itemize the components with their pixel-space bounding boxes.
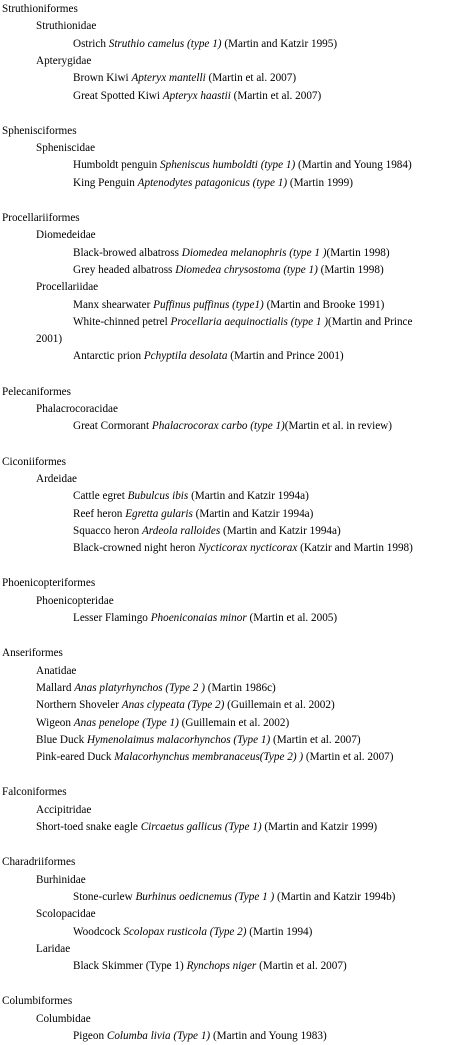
reference-citation: (Martin and Prince 2001) bbox=[227, 350, 344, 363]
common-name: White-chinned petrel bbox=[73, 315, 171, 328]
reference-continuation bbox=[36, 331, 62, 348]
order-heading bbox=[2, 210, 80, 227]
family-heading bbox=[36, 227, 96, 244]
species-entry bbox=[73, 348, 344, 365]
scientific-name: Phalacrocorax carbo (type 1) bbox=[151, 420, 285, 433]
family-heading bbox=[36, 593, 114, 610]
order-name: Ciconiiformes bbox=[2, 455, 67, 468]
family-name: Accipitridae bbox=[36, 803, 92, 816]
order-heading bbox=[2, 575, 95, 592]
species-entry bbox=[36, 680, 276, 697]
family-name: Phalacrocoracidae bbox=[36, 403, 118, 415]
reference-citation: (Martin 1998) bbox=[317, 263, 384, 276]
family-name: Diomedeidae bbox=[36, 229, 96, 242]
scientific-name: Scolopax rusticola (Type 2) bbox=[123, 925, 247, 938]
species-entry bbox=[73, 418, 392, 435]
species-entry bbox=[73, 610, 337, 627]
order-heading bbox=[2, 784, 67, 801]
common-name: Ostrich bbox=[73, 37, 109, 50]
order-heading bbox=[2, 993, 72, 1010]
common-name: Humboldt penguin bbox=[73, 159, 161, 172]
order-name: Anseriformes bbox=[2, 647, 63, 660]
family-heading bbox=[36, 1011, 91, 1028]
species-entry bbox=[36, 749, 394, 766]
family-heading bbox=[36, 906, 96, 923]
common-name: Black-browed albatross bbox=[73, 246, 182, 259]
common-name: Black-crowned night heron bbox=[73, 542, 199, 555]
family-heading bbox=[36, 471, 77, 488]
common-name: Stone-curlew bbox=[73, 890, 136, 903]
reference-citation: (Martin et al. 2007) bbox=[270, 733, 361, 746]
family-name: Struthionidae bbox=[36, 20, 97, 33]
scientific-name: Burhinus oedicnemus (Type 1 ) bbox=[135, 890, 275, 903]
scientific-name: Bubulcus ibis bbox=[127, 490, 189, 503]
species-entry bbox=[73, 924, 312, 941]
order-heading bbox=[2, 123, 77, 140]
common-name: Black Skimmer (Type 1) bbox=[73, 960, 187, 973]
species-entry bbox=[73, 36, 337, 53]
common-name: Pigeon bbox=[73, 1030, 107, 1042]
species-entry bbox=[73, 157, 412, 174]
common-name: King Penguin bbox=[73, 176, 138, 189]
reference-citation: (Martin and Brooke 1991) bbox=[263, 298, 385, 311]
family-name: Phoenicopteridae bbox=[36, 594, 114, 607]
family-heading bbox=[36, 53, 91, 70]
common-name: Antarctic prion bbox=[73, 350, 144, 363]
order-heading bbox=[2, 1, 78, 18]
reference-citation: (Martin and Prince bbox=[327, 315, 413, 328]
family-name: Scolopacidae bbox=[36, 908, 96, 921]
common-name: Woodcock bbox=[73, 925, 124, 938]
common-name: Mallard bbox=[36, 681, 75, 694]
species-entry bbox=[36, 819, 377, 836]
species-entry bbox=[73, 245, 390, 262]
scientific-name: Nycticorax nycticorax bbox=[198, 542, 298, 555]
reference-citation: (Martin and Young 1984) bbox=[295, 159, 412, 172]
reference-text: 2001) bbox=[36, 333, 63, 346]
common-name: Blue Duck bbox=[36, 733, 87, 746]
scientific-name: Pchyptila desolata bbox=[143, 350, 228, 363]
species-entry bbox=[73, 506, 313, 523]
order-heading bbox=[2, 645, 63, 662]
reference-citation: (Martin et al. 2007) bbox=[230, 89, 322, 102]
family-heading bbox=[36, 18, 96, 35]
family-name: Anatidae bbox=[36, 664, 77, 677]
family-name: Laridae bbox=[36, 942, 71, 955]
order-name: Phoenicopteriformes bbox=[2, 577, 96, 590]
reference-citation: (Guillemain et al. 2002) bbox=[178, 716, 290, 729]
family-name: Columbidae bbox=[36, 1012, 91, 1025]
species-entry bbox=[73, 523, 341, 540]
scientific-name: Anas clypeata (Type 2) bbox=[121, 699, 225, 712]
reference-citation: (Martin 1999) bbox=[287, 176, 353, 189]
species-entry bbox=[73, 958, 347, 975]
species-entry bbox=[36, 697, 335, 714]
family-heading bbox=[36, 279, 98, 296]
order-heading bbox=[2, 854, 75, 871]
order-name: Falconiformes bbox=[2, 786, 67, 799]
reference-citation: (Martin and Katzir 1999) bbox=[261, 821, 378, 833]
order-name: Columbiformes bbox=[2, 995, 73, 1008]
common-name: Great Cormorant bbox=[73, 420, 152, 433]
order-name: Sphenisciformes bbox=[2, 124, 77, 137]
species-entry bbox=[73, 88, 321, 105]
reference-citation: (Guillemain et al. 2002) bbox=[224, 699, 335, 712]
common-name: Lesser Flamingo bbox=[73, 612, 151, 624]
scientific-name: Diomedea melanophris (type 1 ) bbox=[181, 246, 327, 259]
family-heading bbox=[36, 941, 70, 958]
common-name: Wigeon bbox=[36, 716, 74, 729]
scientific-name: Hymenolaimus malacorhynchos (Type 1) bbox=[86, 733, 271, 746]
species-entry bbox=[36, 732, 361, 749]
common-name: Northern Shoveler bbox=[36, 699, 122, 712]
scientific-name: Diomedea chrysostoma (type 1) bbox=[175, 263, 318, 276]
scientific-name: Circaetus gallicus (Type 1) bbox=[140, 821, 262, 833]
family-name: Spheniscidae bbox=[36, 142, 96, 155]
reference-citation: (Martin and Young 1983) bbox=[210, 1030, 327, 1042]
order-name: Charadriiformes bbox=[2, 856, 76, 869]
order-heading bbox=[2, 384, 71, 401]
scientific-name: Phoeniconaias minor bbox=[150, 612, 247, 624]
species-entry bbox=[73, 889, 395, 906]
species-entry bbox=[73, 297, 384, 314]
scientific-name: Anas penelope (Type 1) bbox=[73, 716, 179, 729]
order-name: Struthioniformes bbox=[2, 3, 78, 15]
reference-citation: (Martin 1994) bbox=[246, 925, 313, 938]
scientific-name: Aptenodytes patagonicus (type 1) bbox=[137, 176, 288, 189]
reference-citation: (Martin and Katzir 1994a) bbox=[220, 524, 341, 537]
common-name: Pink-eared Duck bbox=[36, 751, 115, 764]
scientific-name: Malacorhynchus membranaceus(Type 2) ) bbox=[114, 751, 304, 764]
common-name: Cattle egret bbox=[73, 490, 128, 503]
common-name: Squacco heron bbox=[73, 524, 142, 537]
species-entry bbox=[73, 488, 309, 505]
species-entry bbox=[73, 1028, 327, 1045]
family-heading bbox=[36, 872, 86, 889]
scientific-name: Apteryx mantelli bbox=[131, 72, 206, 85]
order-name: Pelecaniformes bbox=[2, 385, 71, 398]
family-heading bbox=[36, 401, 118, 418]
common-name: Short-toed snake eagle bbox=[36, 821, 141, 833]
species-entry bbox=[73, 175, 353, 192]
common-name: Reef heron bbox=[73, 507, 126, 520]
species-entry bbox=[73, 540, 413, 557]
family-name: Procellariidae bbox=[36, 281, 99, 294]
family-name: Ardeidae bbox=[36, 472, 77, 485]
family-heading bbox=[36, 802, 91, 819]
reference-citation: (Martin 1998) bbox=[326, 246, 390, 259]
species-entry bbox=[73, 314, 412, 331]
common-name: Great Spotted Kiwi bbox=[73, 89, 163, 102]
reference-citation: (Martin et al. in review) bbox=[284, 420, 392, 433]
family-heading bbox=[36, 663, 76, 680]
common-name: Grey headed albatross bbox=[73, 263, 176, 276]
family-heading bbox=[36, 140, 95, 157]
reference-citation: (Martin et al. 2005) bbox=[246, 612, 338, 624]
scientific-name: Anas platyrhynchos (Type 2 ) bbox=[74, 681, 205, 694]
scientific-name: Rynchops niger bbox=[186, 960, 257, 973]
scientific-name: Ardeola ralloides bbox=[141, 524, 221, 537]
reference-citation: (Martin and Katzir 1994b) bbox=[274, 890, 396, 903]
reference-citation: (Martin and Katzir 1995) bbox=[221, 37, 338, 50]
family-name: Burhinidae bbox=[36, 873, 86, 886]
reference-citation: (Martin and Katzir 1994a) bbox=[192, 507, 314, 520]
reference-citation: (Martin and Katzir 1994a) bbox=[188, 490, 309, 503]
common-name: Manx shearwater bbox=[73, 298, 154, 311]
scientific-name: Puffinus puffinus (type1) bbox=[153, 298, 264, 311]
scientific-name: Struthio camelus (type 1) bbox=[108, 37, 222, 50]
reference-citation: (Martin 1986c) bbox=[204, 681, 276, 694]
species-entry bbox=[36, 715, 289, 732]
order-heading bbox=[2, 454, 66, 471]
species-entry bbox=[73, 262, 384, 279]
scientific-name: Egretta gularis bbox=[125, 507, 193, 520]
reference-citation: (Martin et al. 2007) bbox=[303, 751, 394, 764]
reference-citation: (Katzir and Martin 1998) bbox=[297, 542, 413, 555]
scientific-name: Spheniscus humboldti (type 1) bbox=[160, 159, 296, 172]
reference-citation: (Martin et al. 2007) bbox=[205, 72, 297, 85]
common-name: Brown Kiwi bbox=[73, 72, 132, 85]
scientific-name: Columba livia (Type 1) bbox=[106, 1030, 211, 1042]
reference-citation: (Martin et al. 2007) bbox=[256, 960, 347, 973]
order-name: Procellariiformes bbox=[2, 212, 80, 224]
scientific-name: Apteryx haastii bbox=[162, 89, 231, 102]
scientific-name: Procellaria aequinoctialis (type 1 ) bbox=[170, 315, 328, 328]
family-name: Apterygidae bbox=[36, 54, 92, 67]
species-entry bbox=[73, 70, 296, 87]
